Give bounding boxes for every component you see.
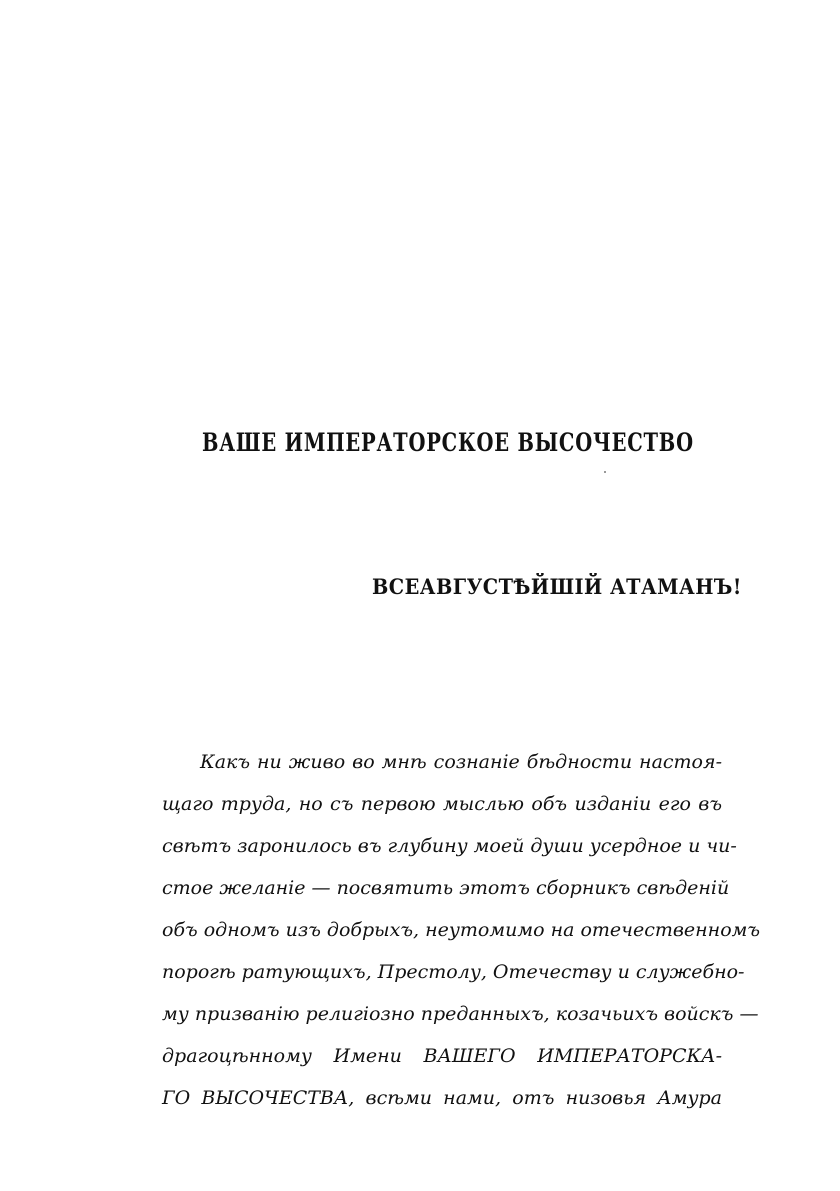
- paragraph-line: драгоцѣнному Имени ВАШЕГО ИМПЕРАТОРСКА-: [162, 1045, 722, 1067]
- speck-mark: [604, 471, 606, 473]
- dedication-title: ВАШЕ ИМПЕРАТОРСКОЕ ВЫСОЧЕСТВО: [202, 428, 694, 457]
- paragraph-line: свѣтъ заронилось въ глубину моей души усердное и чи-: [162, 835, 737, 857]
- dedication-paragraph: [162, 744, 761, 1122]
- paragraph-line: щаго труда, но съ первою мыслью объ изданіи его въ: [162, 793, 722, 815]
- paragraph-line: Какъ ни живо во мнѣ сознаніе бѣдности настоя-: [200, 751, 722, 773]
- paragraph-line: му призванію религіозно преданныхъ, козачьихъ войскъ —: [162, 1003, 759, 1025]
- paragraph-line: стое желаніе — посвятить этотъ сборникъ свѣденій: [162, 877, 730, 899]
- paragraph-line: ГО ВЫСОЧЕСТВА, всѣми нами, отъ низовья Амура: [162, 1087, 722, 1109]
- paragraph-line: порогѣ ратующихъ, Престолу, Отечеству и служебно-: [162, 961, 745, 983]
- dedication-address: ВСЕАВГУСТѢЙШІЙ АТАМАНЪ!: [372, 574, 742, 599]
- paragraph-line: объ одномъ изъ добрыхъ, неутомимо на отечественномъ: [162, 919, 761, 941]
